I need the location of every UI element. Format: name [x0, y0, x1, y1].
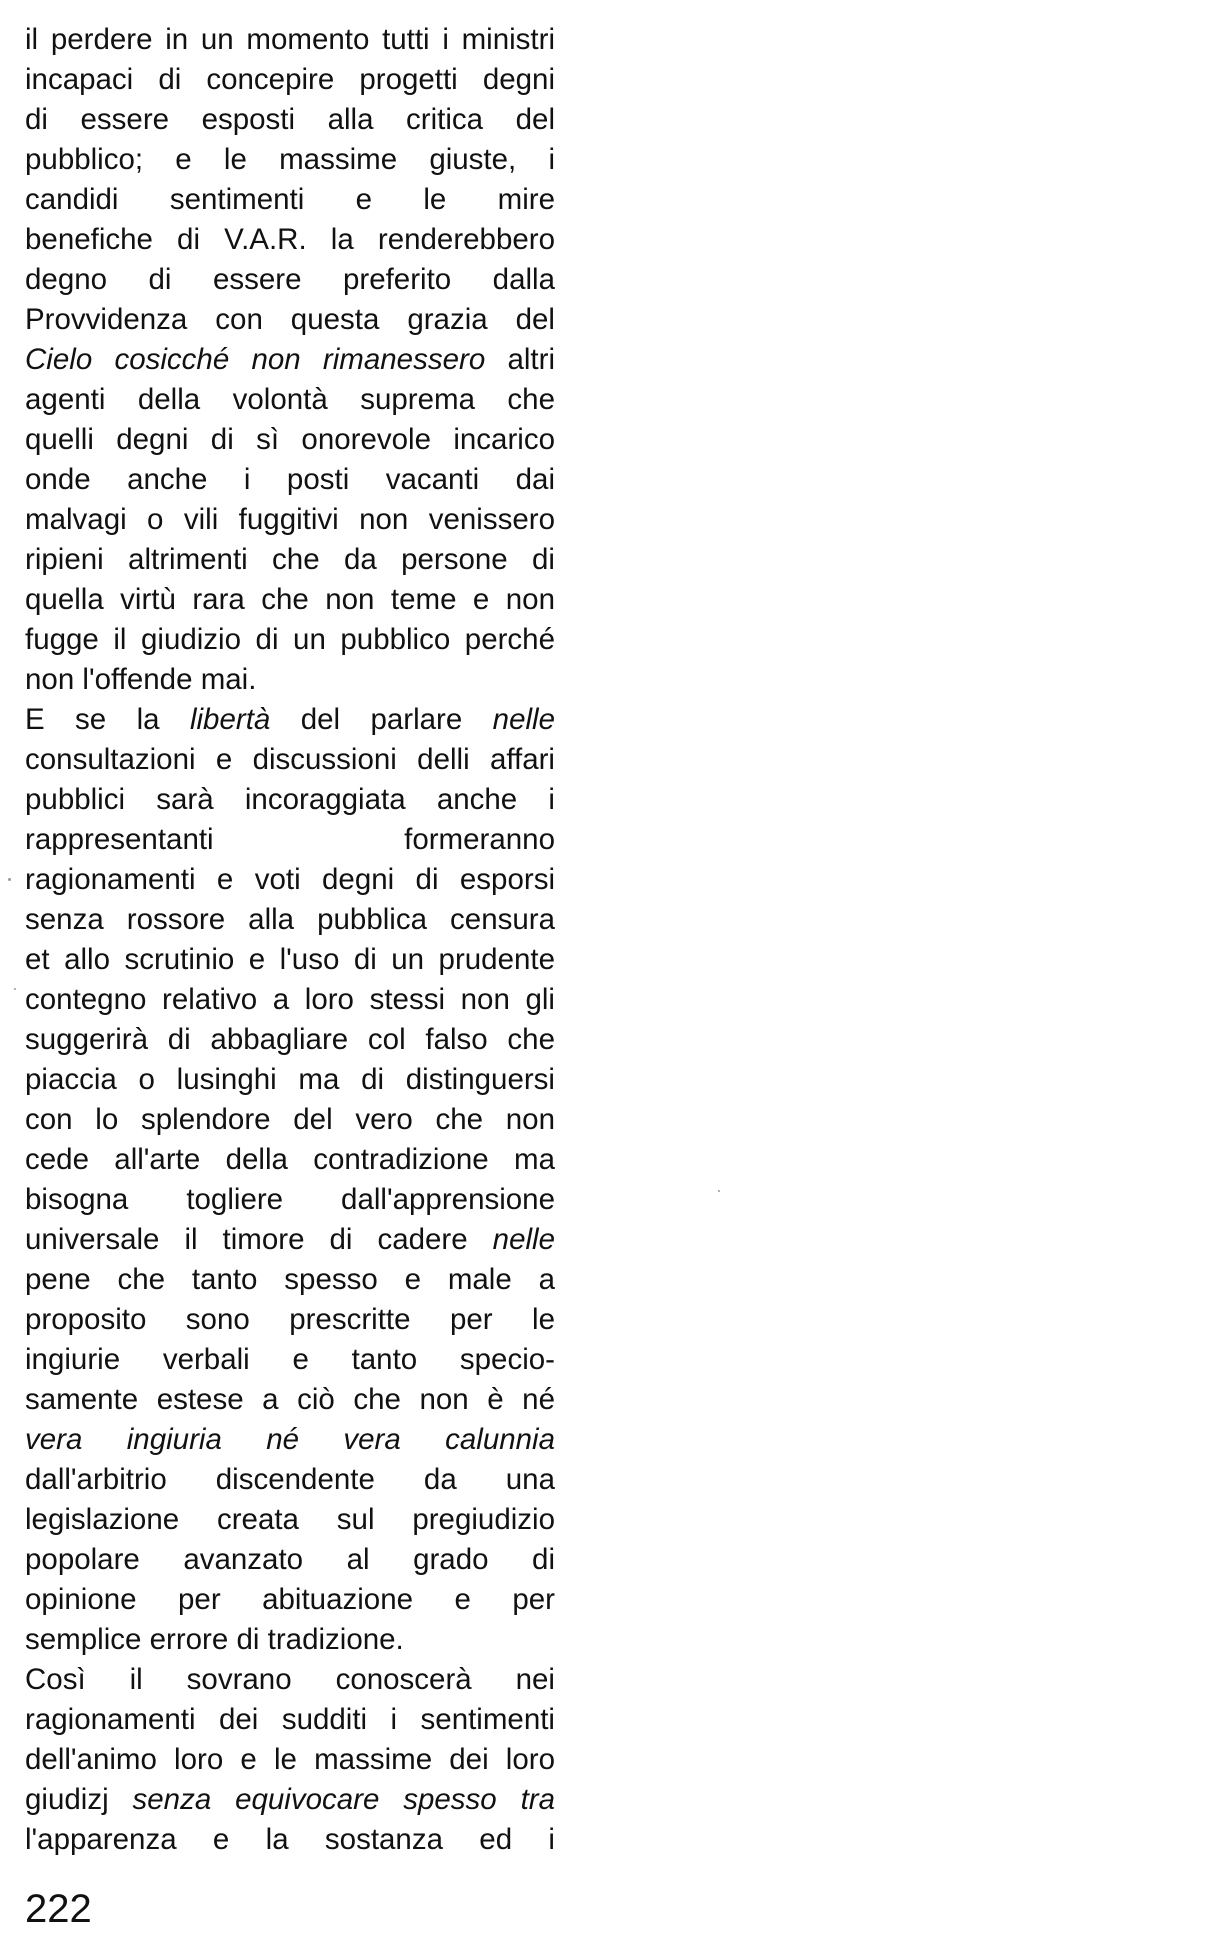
plain-text: del parlare — [270, 703, 493, 736]
text-line: pubblico; e le massime giuste, i — [25, 143, 555, 176]
text-line: dall'arbitrio discendente da una — [25, 1463, 555, 1496]
text-line: popolare avanzato al grado di — [25, 1543, 555, 1576]
text-line: legislazione creata sul pregiudizio — [25, 1503, 555, 1536]
scan-speck — [718, 1190, 720, 1192]
text-line: samente estese a ciò che non è né — [25, 1383, 555, 1416]
italic-text: libertà — [189, 703, 271, 736]
text-line — [25, 700, 555, 740]
text-line: con lo splendore del vero che non — [25, 1103, 555, 1136]
text-line: l'apparenza e la sostanza ed i — [25, 1823, 555, 1856]
italic-text: Cielo cosicché non rimanessero — [25, 343, 486, 376]
text-line: semplice errore di tradizione. — [25, 1623, 404, 1656]
text-line — [25, 340, 555, 380]
scan-speck — [8, 878, 11, 881]
text-line: consultazioni e discussioni delli affari — [25, 743, 555, 776]
italic-text: nelle — [492, 703, 555, 736]
text-line: Così il sovrano conoscerà nei — [25, 1663, 555, 1696]
page-number: 222 — [25, 1887, 92, 1931]
text-line: piaccia o lusinghi ma di distinguersi — [25, 1063, 555, 1096]
text-line: ripieni altrimenti che da persone di — [25, 543, 555, 576]
scan-speck — [14, 988, 16, 990]
text-line: agenti della volontà suprema che — [25, 383, 555, 416]
text-line: Provvidenza con questa grazia del — [25, 303, 555, 336]
text-line: dell'animo loro e le massime dei loro — [25, 1743, 555, 1776]
italic-text: nelle — [492, 1223, 555, 1256]
text-line: proposito sono prescritte per le — [25, 1303, 555, 1336]
plain-text: E se la — [25, 703, 190, 736]
plain-text: giudizj — [25, 1783, 133, 1816]
text-line: ragionamenti dei sudditi i sentimenti — [25, 1703, 555, 1736]
text-line — [25, 1220, 555, 1260]
text-line: opinione per abituazione e per — [25, 1583, 555, 1616]
text-line: di essere esposti alla critica del — [25, 103, 555, 136]
text-line: fugge il giudizio di un pubblico perché — [25, 623, 555, 656]
text-line: degno di essere preferito dalla — [25, 263, 555, 296]
text-line: pubblici sarà incoraggiata anche i — [25, 783, 555, 816]
text-line: non l'offende mai. — [25, 663, 257, 696]
text-line: contegno relativo a loro stessi non gli — [25, 983, 555, 1016]
text-line: malvagi o vili fuggitivi non venissero — [25, 503, 555, 536]
text-line: candidi sentimenti e le mire — [25, 183, 555, 216]
italic-text-line: vera ingiuria né vera calunnia — [25, 1423, 555, 1456]
plain-text: altri — [485, 343, 555, 376]
text-line: il perdere in un momento tutti i ministri — [25, 23, 555, 56]
text-line: ingiurie verbali e tanto specio- — [25, 1343, 555, 1376]
text-line: senza rossore alla pubblica censura — [25, 903, 555, 936]
text-line: ragionamenti e voti degni di esporsi — [25, 863, 555, 896]
plain-text: universale il timore di cadere — [25, 1223, 493, 1256]
text-column — [25, 20, 555, 1860]
text-line: quella virtù rara che non teme e non — [25, 583, 555, 616]
text-line: pene che tanto spesso e male a — [25, 1263, 555, 1296]
text-line: bisogna togliere dall'apprensione — [25, 1183, 555, 1216]
italic-text: senza equivocare spesso tra — [132, 1783, 555, 1816]
text-line: cede all'arte della contradizione ma — [25, 1143, 555, 1176]
text-line: rappresentanti formeranno — [25, 823, 555, 856]
text-line: onde anche i posti vacanti dai — [25, 463, 555, 496]
text-line: et allo scrutinio e l'uso di un prudente — [25, 943, 555, 976]
text-line: benefiche di V.A.R. la renderebbero — [25, 223, 555, 256]
text-line: suggerirà di abbagliare col falso che — [25, 1023, 555, 1056]
text-line: incapaci di concepire progetti degni — [25, 63, 555, 96]
text-line — [25, 1780, 555, 1820]
text-line: quelli degni di sì onorevole incarico — [25, 423, 555, 456]
